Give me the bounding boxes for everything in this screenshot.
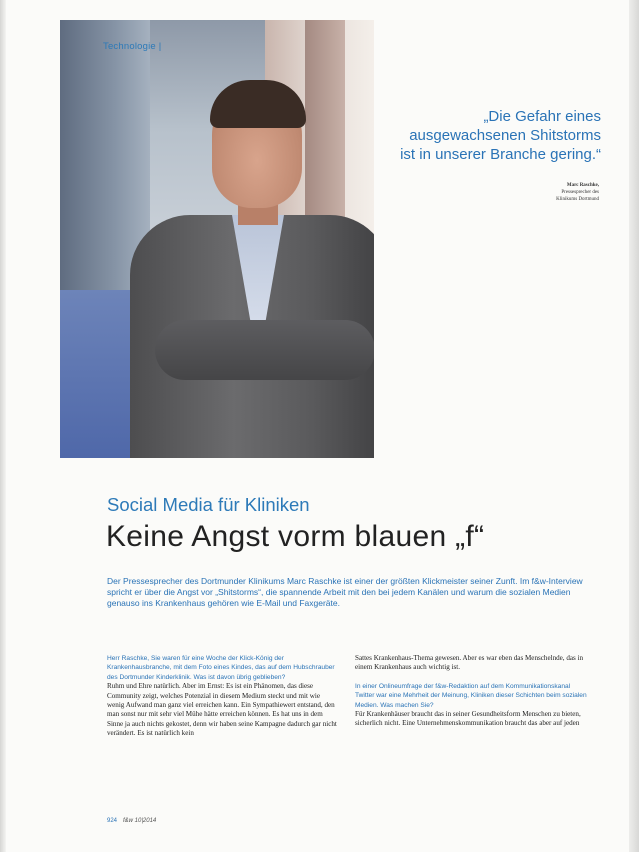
quote-attribution-org: Klinikums Dortmund (556, 197, 599, 202)
person-crossed-arms (155, 320, 374, 380)
body-column-left (107, 654, 339, 739)
pull-quote-line: „Die Gefahr eines (483, 108, 601, 125)
quote-attribution-name: Marc Raschke, (566, 183, 599, 188)
interview-question: In einer Onlineumfrage der f&w-Redaktion auf dem Kommunikationskanal Twitter war eine Mehrheit der Meinung, Kliniken dieser Schichten beim sozialen Medien. Was machen Sie? (355, 682, 587, 709)
interview-answer: Für Krankenhäuser braucht das in seiner Gesundheitsform Menschen zu bieten, sicherlich nicht. Eine Unternehmenskommunikation braucht das aber auf jeden (355, 710, 581, 728)
body-column-right (355, 654, 587, 729)
section-tag: Technologie | (103, 41, 162, 52)
page-binding-edge (0, 0, 6, 852)
quote-attribution-role: Pressesprecher des (561, 190, 599, 195)
page-footer (107, 818, 156, 824)
article-kicker: Social Media für Kliniken (107, 494, 310, 515)
page-number: 924 (107, 818, 118, 824)
interview-question: Herr Raschke, Sie waren für eine Woche der Klick-König der Krankenhausbranche, mit dem Foto eines Kindes, das auf dem Hubschrauber des Dortmunder Kinderklinik. Was ist davon übrig geblieben? (107, 655, 335, 681)
page-outer-edge (629, 0, 639, 852)
interview-answer: Ruhm und Ehre natürlich. Aber im Ernst: Es ist ein Phänomen, das diese Community zeigt, welches Potenzial in diesem Medium steckt und mit wie wenig Aufwand man ganz viel erreichen kann. Ein Sympathiewert entstand, den man sonst nur mit sehr viel Mühe hätte erreichen können. Es hat uns in dem Sinne ja auch nichts gekostet, denn wir haben seine Kampagne dadurch gar nicht verändert. Es ist natürlich kein (107, 682, 337, 738)
pull-quote-line: ausgewachsenen Shitstorms (409, 127, 601, 144)
portrait-photo (60, 20, 374, 458)
pull-quote (361, 107, 601, 164)
quote-attribution (479, 182, 599, 203)
pull-quote-line: ist in unserer Branche gering.“ (400, 146, 601, 163)
publication-name: f&w 10|2014 (123, 818, 157, 824)
article-headline: Keine Angst vorm blauen „f“ (106, 520, 485, 553)
article-lead: Der Pressesprecher des Dortmunder Klinikums Marc Raschke ist einer der größten Klickmeister seiner Zunft. Im f&w-Interview spricht er über die Angst vor „Shitstorms“, die spannende Arbeit mit den bei jedem Kanälen und warum die sozialen Medien genauso ins Krankenhaus gehören wie E-Mail und Faxgeräte. (107, 576, 583, 608)
interview-answer: Sattes Krankenhaus-Thema gewesen. Aber es war eben das Menschelnde, das in einem Krankenhaus auch wichtig ist. (355, 654, 584, 672)
